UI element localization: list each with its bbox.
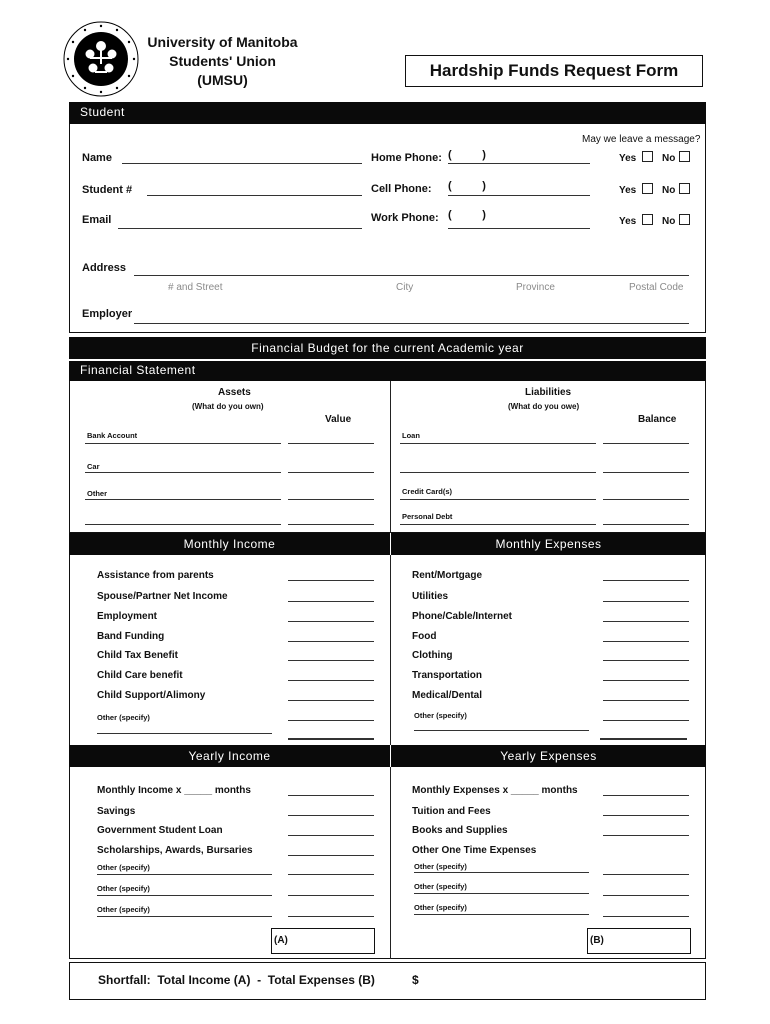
work-no-label: No bbox=[662, 216, 676, 227]
org-line1: University of Manitoba bbox=[147, 34, 298, 50]
monthly-income-item: Assistance from parents bbox=[97, 570, 214, 581]
yearly-expense-other-field[interactable] bbox=[414, 893, 589, 894]
asset-extra-field[interactable] bbox=[85, 524, 281, 525]
monthly-income-field[interactable] bbox=[288, 660, 374, 661]
liability-credit-card-field[interactable] bbox=[400, 499, 596, 500]
message-question: May we leave a message? bbox=[582, 134, 701, 145]
home-phone-label: Home Phone: bbox=[371, 152, 442, 164]
monthly-expense-field[interactable] bbox=[603, 700, 689, 701]
email-label: Email bbox=[82, 214, 112, 226]
total-expenses-b-box[interactable] bbox=[587, 928, 691, 954]
monthly-income-item: Spouse/Partner Net Income bbox=[97, 591, 228, 602]
monthly-expense-other-value[interactable] bbox=[603, 720, 689, 721]
total-income-a-box[interactable] bbox=[271, 928, 375, 954]
monthly-income-field[interactable] bbox=[288, 580, 374, 581]
monthly-income-other-label: Other (specify) bbox=[97, 713, 150, 722]
monthly-income-other-value[interactable] bbox=[288, 720, 374, 721]
monthly-expense-total[interactable] bbox=[600, 738, 687, 740]
cell-phone-field[interactable] bbox=[448, 195, 590, 196]
yearly-income-other-label: Other (specify) bbox=[97, 905, 150, 914]
yearly-expense-item: Monthly Expenses x _____ months bbox=[412, 785, 578, 796]
monthly-income-item: Employment bbox=[97, 611, 158, 622]
address-label: Address bbox=[82, 262, 127, 274]
employer-label: Employer bbox=[82, 308, 133, 320]
budget-banner-title: Financial Budget for the current Academic year bbox=[251, 341, 524, 355]
monthly-income-field[interactable] bbox=[288, 680, 374, 681]
balance-label: Balance bbox=[638, 414, 677, 425]
monthly-expense-item: Clothing bbox=[412, 650, 453, 661]
yearly-expense-other-value[interactable] bbox=[603, 874, 689, 875]
work-no-checkbox[interactable] bbox=[679, 214, 690, 225]
liability-blank-field[interactable] bbox=[400, 472, 596, 473]
monthly-expense-field[interactable] bbox=[603, 660, 689, 661]
work-yes-checkbox[interactable] bbox=[642, 214, 653, 225]
asset-other-value[interactable] bbox=[288, 499, 374, 500]
home-yes-label: Yes bbox=[619, 153, 637, 164]
yearly-income-other-field[interactable] bbox=[97, 916, 272, 917]
statement-title: Financial Statement bbox=[80, 363, 196, 377]
budget-banner bbox=[69, 337, 706, 359]
email-field[interactable] bbox=[118, 228, 362, 229]
asset-car-value[interactable] bbox=[288, 472, 374, 473]
monthly-income-field[interactable] bbox=[288, 641, 374, 642]
yearly-income-other-field[interactable] bbox=[97, 895, 272, 896]
assets-title: Assets bbox=[218, 387, 251, 398]
employer-field[interactable] bbox=[134, 323, 689, 324]
yearly-income-title: Yearly Income bbox=[188, 749, 271, 763]
yearly-expense-field[interactable] bbox=[603, 835, 689, 836]
monthly-income-item: Child Support/Alimony bbox=[97, 690, 206, 701]
org-name bbox=[130, 33, 315, 90]
logo-emblem-icon bbox=[62, 20, 140, 98]
work-yes-label: Yes bbox=[619, 216, 637, 227]
asset-bank-account-label: Bank Account bbox=[87, 431, 138, 440]
liability-personal-debt-balance[interactable] bbox=[603, 524, 689, 525]
monthly-expense-item: Transportation bbox=[412, 670, 483, 681]
liability-blank-balance[interactable] bbox=[603, 472, 689, 473]
shortfall-label: Shortfall: Total Income (A) - Total Expenses (B) bbox=[98, 973, 375, 987]
monthly-expense-item: Utilities bbox=[412, 591, 449, 602]
yearly-expense-item: Other One Time Expenses bbox=[412, 845, 537, 856]
liabilities-subtitle: (What do you owe) bbox=[508, 402, 580, 411]
yearly-income-item: Government Student Loan bbox=[97, 825, 223, 836]
yearly-expense-other-field[interactable] bbox=[414, 914, 589, 915]
postal-code-hint: Postal Code bbox=[629, 282, 684, 293]
monthly-expense-field[interactable] bbox=[603, 580, 689, 581]
yearly-income-item: Savings bbox=[97, 806, 136, 817]
liability-loan-field[interactable] bbox=[400, 443, 596, 444]
monthly-expenses-header bbox=[391, 533, 706, 555]
monthly-expense-other-field[interactable] bbox=[414, 730, 589, 731]
home-no-label: No bbox=[662, 153, 676, 164]
address-field[interactable] bbox=[134, 275, 689, 276]
asset-other-field[interactable] bbox=[85, 499, 281, 500]
student-section-header bbox=[69, 102, 706, 124]
asset-bank-account-value[interactable] bbox=[288, 443, 374, 444]
monthly-expense-item: Rent/Mortgage bbox=[412, 570, 482, 581]
yearly-income-other-value[interactable] bbox=[288, 874, 374, 875]
name-field[interactable] bbox=[122, 163, 362, 164]
cell-no-checkbox[interactable] bbox=[679, 183, 690, 194]
yearly-divider bbox=[390, 767, 391, 959]
liability-personal-debt-label: Personal Debt bbox=[402, 512, 453, 521]
monthly-income-field[interactable] bbox=[288, 601, 374, 602]
shortfall-amount-field[interactable] bbox=[425, 966, 695, 996]
financial-statement-box bbox=[69, 381, 706, 533]
monthly-income-item: Band Funding bbox=[97, 631, 165, 642]
yearly-income-other-value[interactable] bbox=[288, 916, 374, 917]
yearly-expense-other-value[interactable] bbox=[603, 895, 689, 896]
asset-extra-value[interactable] bbox=[288, 524, 374, 525]
monthly-expense-field[interactable] bbox=[603, 621, 689, 622]
asset-car-label: Car bbox=[87, 462, 100, 471]
monthly-expenses-title: Monthly Expenses bbox=[495, 537, 602, 551]
home-no-checkbox[interactable] bbox=[679, 151, 690, 162]
yearly-expense-other-value[interactable] bbox=[603, 916, 689, 917]
liability-credit-card-balance[interactable] bbox=[603, 499, 689, 500]
province-hint: Province bbox=[516, 282, 555, 293]
statement-header bbox=[69, 361, 706, 381]
total-expenses-b-label: (B) bbox=[590, 935, 604, 946]
monthly-income-title: Monthly Income bbox=[183, 537, 276, 551]
form-title: Hardship Funds Request Form bbox=[405, 55, 703, 87]
yearly-expense-field[interactable] bbox=[603, 815, 689, 816]
yearly-income-item: Scholarships, Awards, Bursaries bbox=[97, 845, 253, 856]
monthly-expense-other-label: Other (specify) bbox=[414, 711, 467, 720]
value-label: Value bbox=[325, 414, 352, 425]
monthly-divider bbox=[390, 555, 391, 745]
monthly-income-total[interactable] bbox=[288, 738, 374, 740]
student-section-title: Student bbox=[80, 105, 125, 119]
student-num-field[interactable] bbox=[147, 195, 362, 196]
liability-loan-balance[interactable] bbox=[603, 443, 689, 444]
yearly-income-field[interactable] bbox=[288, 835, 374, 836]
org-line3: (UMSU) bbox=[197, 72, 248, 88]
statement-divider bbox=[390, 381, 391, 533]
cell-phone-area: ( ) bbox=[448, 180, 486, 192]
monthly-income-header bbox=[69, 533, 390, 555]
monthly-income-item: Child Tax Benefit bbox=[97, 650, 178, 661]
monthly-expense-field[interactable] bbox=[603, 641, 689, 642]
monthly-expense-item: Phone/Cable/Internet bbox=[412, 611, 513, 622]
liability-credit-card-label: Credit Card(s) bbox=[402, 487, 453, 496]
monthly-income-field[interactable] bbox=[288, 700, 374, 701]
yearly-expense-other-label: Other (specify) bbox=[414, 882, 467, 891]
work-phone-label: Work Phone: bbox=[371, 212, 439, 224]
name-label: Name bbox=[82, 152, 112, 164]
umsu-logo bbox=[62, 20, 140, 98]
home-phone-field[interactable] bbox=[448, 163, 590, 164]
yearly-income-item: Monthly Income x _____ months bbox=[97, 785, 251, 796]
monthly-expense-item: Food bbox=[412, 631, 437, 642]
home-phone-area: ( ) bbox=[448, 149, 486, 161]
yearly-income-field[interactable] bbox=[288, 855, 374, 856]
yearly-expenses-title: Yearly Expenses bbox=[500, 749, 597, 763]
yearly-expense-other-field[interactable] bbox=[414, 872, 589, 873]
monthly-income-other-field[interactable] bbox=[97, 733, 272, 734]
org-line2: Students' Union bbox=[169, 53, 276, 69]
yearly-expenses-header bbox=[391, 745, 706, 767]
shortfall-currency: $ bbox=[412, 973, 419, 987]
yearly-income-other-value[interactable] bbox=[288, 895, 374, 896]
monthly-income-item: Child Care benefit bbox=[97, 670, 183, 681]
yearly-income-field[interactable] bbox=[288, 795, 374, 796]
monthly-expense-field[interactable] bbox=[603, 680, 689, 681]
yearly-income-other-label: Other (specify) bbox=[97, 884, 150, 893]
yearly-income-field[interactable] bbox=[288, 815, 374, 816]
monthly-expense-field[interactable] bbox=[603, 601, 689, 602]
yearly-income-other-label: Other (specify) bbox=[97, 863, 150, 872]
liabilities-title: Liabilities bbox=[525, 387, 572, 398]
cell-no-label: No bbox=[662, 185, 676, 196]
work-phone-area: ( ) bbox=[448, 209, 486, 221]
yearly-expense-other-label: Other (specify) bbox=[414, 903, 467, 912]
yearly-income-header bbox=[69, 745, 390, 767]
total-income-a-label: (A) bbox=[274, 935, 288, 946]
city-hint: City bbox=[396, 282, 414, 293]
liability-personal-debt-field[interactable] bbox=[400, 524, 596, 525]
work-phone-field[interactable] bbox=[448, 228, 590, 229]
yearly-expense-item: Books and Supplies bbox=[412, 825, 508, 836]
asset-bank-account-field[interactable] bbox=[85, 443, 281, 444]
liability-loan-label: Loan bbox=[402, 431, 420, 440]
assets-subtitle: (What do you own) bbox=[192, 402, 264, 411]
street-hint: # and Street bbox=[168, 282, 223, 293]
asset-other-label: Other bbox=[87, 489, 108, 498]
monthly-expense-item: Medical/Dental bbox=[412, 690, 483, 701]
cell-phone-label: Cell Phone: bbox=[371, 183, 432, 195]
student-num-label: Student # bbox=[82, 184, 133, 196]
home-yes-checkbox[interactable] bbox=[642, 151, 653, 162]
yearly-income-other-field[interactable] bbox=[97, 874, 272, 875]
monthly-income-field[interactable] bbox=[288, 621, 374, 622]
yearly-expense-item: Tuition and Fees bbox=[412, 806, 491, 817]
yearly-expense-other-label: Other (specify) bbox=[414, 862, 467, 871]
yearly-expense-field[interactable] bbox=[603, 795, 689, 796]
cell-yes-label: Yes bbox=[619, 185, 637, 196]
cell-yes-checkbox[interactable] bbox=[642, 183, 653, 194]
asset-car-field[interactable] bbox=[85, 472, 281, 473]
